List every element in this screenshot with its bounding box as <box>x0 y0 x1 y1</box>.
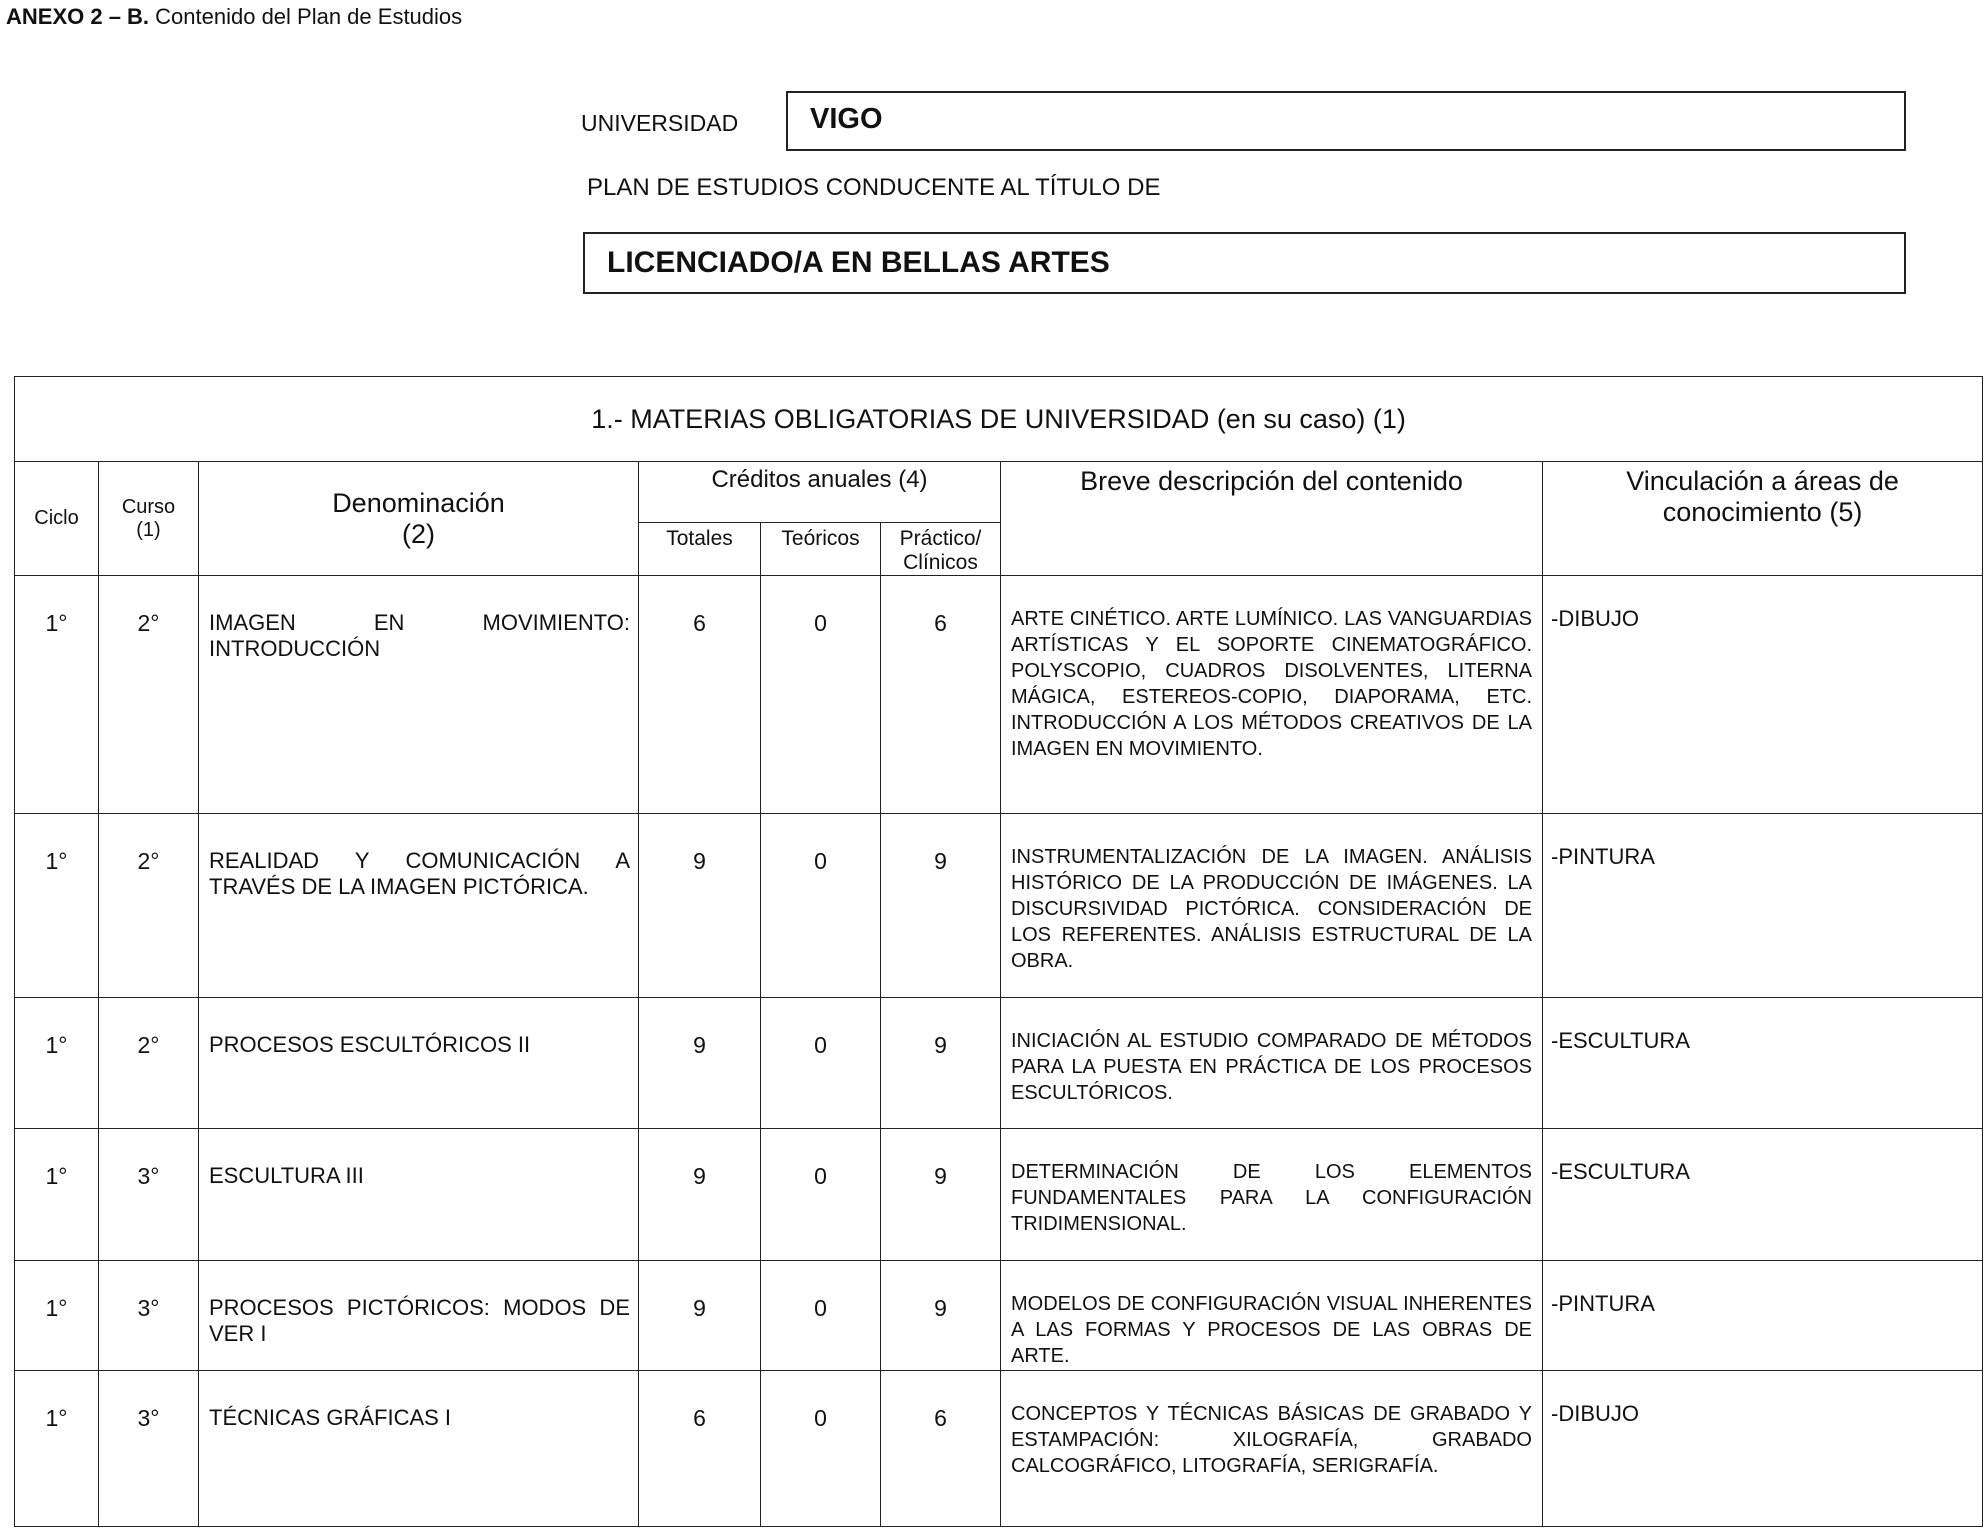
cell-totales: 9 <box>639 998 761 1129</box>
cell-totales: 9 <box>639 814 761 998</box>
table-row <box>15 1261 1983 1371</box>
cell-ciclo: 1° <box>15 576 99 814</box>
cell-practicos: 9 <box>881 814 1001 998</box>
cell-totales: 9 <box>639 1129 761 1261</box>
cell-practicos: 9 <box>881 1129 1001 1261</box>
header-totales: Totales <box>639 523 761 576</box>
header-curso-label: Curso <box>121 495 176 518</box>
cell-denominacion: IMAGEN EN MOVIMIENTO: INTRODUCCIÓN <box>199 576 639 814</box>
annex-heading <box>6 4 462 30</box>
cell-descripcion: DETERMINACIÓN DE LOS ELEMENTOS FUNDAMENTALES PARA LA CONFIGURACIÓN TRIDIMENSIONAL. <box>1001 1129 1543 1261</box>
cell-descripcion: INICIACIÓN AL ESTUDIO COMPARADO DE MÉTODOS PARA LA PUESTA EN PRÁCTICA DE LOS PROCESOS ESCULTÓRICOS. <box>1001 998 1543 1129</box>
university-label: UNIVERSIDAD <box>581 110 739 136</box>
subjects-table <box>14 376 1983 1527</box>
cell-teoricos: 0 <box>761 1129 881 1261</box>
cell-totales: 6 <box>639 576 761 814</box>
university-value: VIGO <box>786 91 1906 151</box>
cell-teoricos: 0 <box>761 576 881 814</box>
table-row <box>15 998 1983 1129</box>
cell-totales: 9 <box>639 1261 761 1371</box>
cell-teoricos: 0 <box>761 998 881 1129</box>
cell-teoricos: 0 <box>761 1261 881 1371</box>
table-row <box>15 1371 1983 1527</box>
cell-vinculacion: -PINTURA <box>1543 814 1983 998</box>
cell-ciclo: 1° <box>15 1261 99 1371</box>
cell-teoricos: 0 <box>761 814 881 998</box>
cell-denominacion: REALIDAD Y COMUNICACIÓN A TRAVÉS DE LA IMAGEN PICTÓRICA. <box>199 814 639 998</box>
cell-denominacion: PROCESOS PICTÓRICOS: MODOS DE VER I <box>199 1261 639 1371</box>
header-curso <box>99 462 199 576</box>
cell-descripcion: CONCEPTOS Y TÉCNICAS BÁSICAS DE GRABADO Y ESTAMPACIÓN: XILOGRAFÍA, GRABADO CALCOGRÁFICO, LITOGRAFÍA, SERIGRAFÍA. <box>1001 1371 1543 1527</box>
cell-practicos: 6 <box>881 576 1001 814</box>
cell-curso: 2° <box>99 998 199 1129</box>
cell-descripcion: INSTRUMENTALIZACIÓN DE LA IMAGEN. ANÁLISIS HISTÓRICO DE LA PRODUCCIÓN DE IMÁGENES. LA DISCURSIVIDAD PICTÓRICA. CONSIDERACIÓN DE LOS REFERENTES. ANÁLISIS ESTRUCTURAL DE LA OBRA. <box>1001 814 1543 998</box>
header-denominacion-note: (2) <box>402 518 435 549</box>
header-creditos: Créditos anuales (4) <box>639 462 1001 523</box>
table-row <box>15 576 1983 814</box>
cell-curso: 2° <box>99 814 199 998</box>
cell-practicos: 9 <box>881 1261 1001 1371</box>
cell-ciclo: 1° <box>15 814 99 998</box>
header-denominacion <box>199 462 639 576</box>
annex-description: Contenido del Plan de Estudios <box>149 4 463 29</box>
cell-descripcion: ARTE CINÉTICO. ARTE LUMÍNICO. LAS VANGUARDIAS ARTÍSTICAS Y EL SOPORTE CINEMATOGRÁFICO. POLYSCOPIO, CUADROS DISOLVENTES, LITERNA MÁGICA, ESTEREOS-COPIO, DIAPORAMA, ETC. INTRODUCCIÓN A LOS MÉTODOS CREATIVOS DE LA IMAGEN EN MOVIMIENTO. <box>1001 576 1543 814</box>
cell-curso: 3° <box>99 1371 199 1527</box>
cell-vinculacion: -ESCULTURA <box>1543 998 1983 1129</box>
cell-ciclo: 1° <box>15 998 99 1129</box>
cell-ciclo: 1° <box>15 1371 99 1527</box>
cell-denominacion: PROCESOS ESCULTÓRICOS II <box>199 998 639 1129</box>
cell-curso: 2° <box>99 576 199 814</box>
header-curso-note: (1) <box>136 518 161 541</box>
cell-vinculacion: -DIBUJO <box>1543 576 1983 814</box>
header-descripcion: Breve descripción del contenido <box>1001 462 1543 576</box>
cell-practicos: 6 <box>881 1371 1001 1527</box>
header-teoricos: Teóricos <box>761 523 881 576</box>
cell-curso: 3° <box>99 1129 199 1261</box>
header-ciclo: Ciclo <box>15 462 99 576</box>
cell-teoricos: 0 <box>761 1371 881 1527</box>
cell-denominacion: TÉCNICAS GRÁFICAS I <box>199 1371 639 1527</box>
degree-title: LICENCIADO/A EN BELLAS ARTES <box>583 232 1906 294</box>
table-row <box>15 814 1983 998</box>
header-vinculacion: Vinculación a áreas de conocimiento (5) <box>1543 462 1983 576</box>
cell-vinculacion: -PINTURA <box>1543 1261 1983 1371</box>
cell-descripcion: MODELOS DE CONFIGURACIÓN VISUAL INHERENTES A LAS FORMAS Y PROCESOS DE LAS OBRAS DE ARTE. <box>1001 1261 1543 1371</box>
cell-denominacion: ESCULTURA III <box>199 1129 639 1261</box>
annex-number: ANEXO 2 – B. <box>6 4 150 29</box>
cell-totales: 6 <box>639 1371 761 1527</box>
table-row <box>15 1129 1983 1261</box>
cell-curso: 3° <box>99 1261 199 1371</box>
header-practicos: Práctico/ Clínicos <box>881 523 1001 576</box>
plan-label: PLAN DE ESTUDIOS CONDUCENTE AL TÍTULO DE <box>587 174 1161 201</box>
cell-ciclo: 1° <box>15 1129 99 1261</box>
section-title: 1.- MATERIAS OBLIGATORIAS DE UNIVERSIDAD (en su caso) (1) <box>15 377 1983 462</box>
cell-practicos: 9 <box>881 998 1001 1129</box>
cell-vinculacion: -DIBUJO <box>1543 1371 1983 1527</box>
cell-vinculacion: -ESCULTURA <box>1543 1129 1983 1261</box>
header-denominacion-label: Denominación <box>332 487 505 518</box>
